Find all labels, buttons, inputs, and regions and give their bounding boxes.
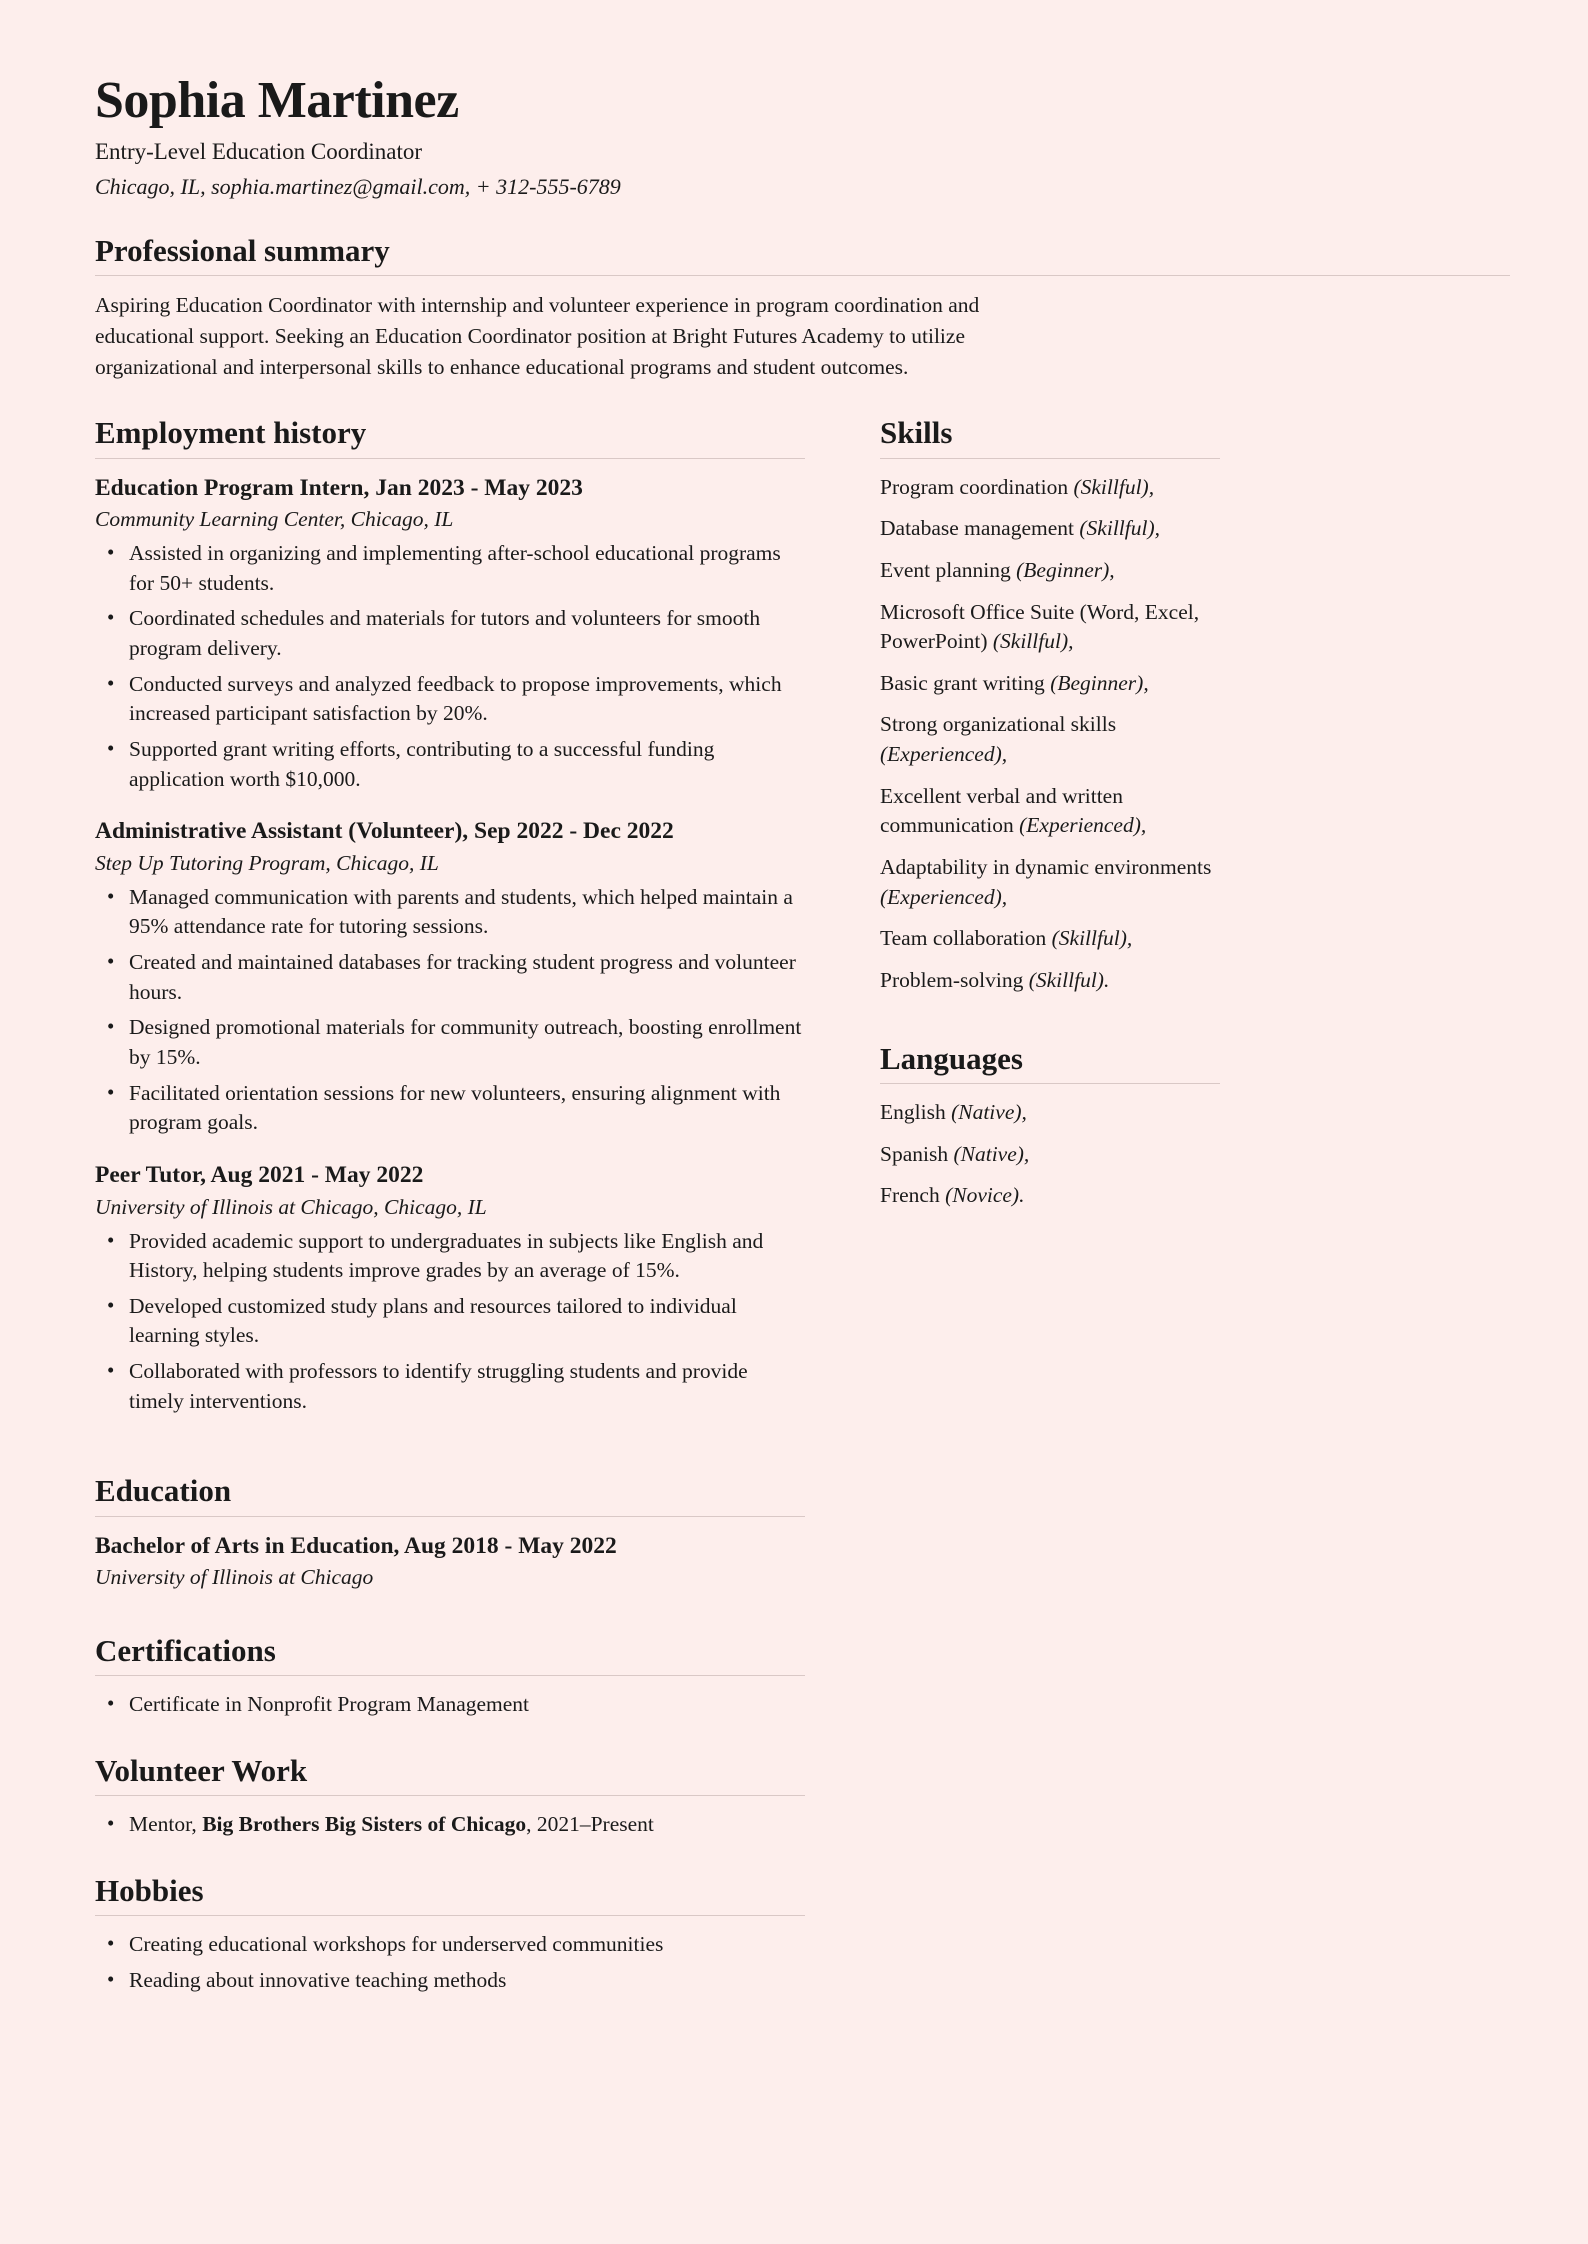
- language-level: (Native),: [953, 1141, 1030, 1166]
- language-item: [880, 1140, 1220, 1170]
- section-heading-education: Education: [95, 1473, 232, 1509]
- section-divider: [95, 1516, 805, 1517]
- skill-item: [880, 853, 1220, 912]
- job-bullet: • Provided academic support to undergraduates in subjects like English and History, helping students improve grades by an average of 15%.: [129, 1227, 805, 1286]
- skill-level: (Beginner),: [1016, 557, 1115, 582]
- spacer: [95, 1726, 805, 1752]
- skill-name: Excellent verbal and written communication: [880, 783, 1123, 838]
- job-bullet: • Created and maintained databases for tracking student progress and volunteer hours.: [129, 948, 805, 1007]
- section-divider: [95, 1675, 805, 1676]
- skill-level: (Beginner),: [1050, 670, 1149, 695]
- spacer: [880, 1008, 1220, 1040]
- skill-item: [880, 473, 1220, 503]
- skill-name: Strong organizational skills: [880, 712, 1117, 737]
- section-heading-hobbies: Hobbies: [95, 1872, 204, 1908]
- section-volunteer-work: [95, 1752, 805, 1840]
- skill-item: [880, 924, 1220, 954]
- skill-name: Database management: [880, 516, 1080, 541]
- spacer: [95, 1438, 805, 1472]
- section-heading-skills: Skills: [880, 415, 953, 451]
- section-divider: [95, 458, 805, 459]
- section-heading-languages: Languages: [880, 1040, 1023, 1076]
- job-title: Administrative Assistant (Volunteer), Sep 2022 - Dec 2022: [95, 818, 674, 845]
- skill-level: (Experienced),: [880, 884, 1008, 909]
- candidate-name: Sophia Martinez: [95, 72, 459, 129]
- section-heading-certifications: Certifications: [95, 1633, 276, 1669]
- skill-item: [880, 966, 1220, 996]
- section-heading-volunteer-work: Volunteer Work: [95, 1752, 308, 1788]
- certification-list: [95, 1690, 805, 1720]
- job-organization: University of Illinois at Chicago, Chicago, IL: [95, 1194, 487, 1219]
- skill-level: (Skillful).: [1028, 968, 1110, 993]
- job-entry: [95, 1160, 805, 1416]
- content-columns: [95, 414, 1510, 2001]
- professional-summary-text: Aspiring Education Coordinator with internship and volunteer experience in program coordination and educational support. Seeking an Education Coordinator position at Bright Futures Academy to utilize organizational and interpersonal skills to enhance educational programs and student outcomes.: [95, 293, 980, 379]
- section-divider: [95, 1915, 805, 1916]
- skill-name: Problem-solving: [880, 968, 1029, 993]
- skill-item: [880, 556, 1220, 586]
- job-bullet: • Collaborated with professors to identify struggling students and provide timely interventions.: [129, 1357, 805, 1416]
- skill-level: (Skillful),: [992, 629, 1074, 654]
- section-education: [95, 1472, 805, 1592]
- language-item: [880, 1098, 1220, 1128]
- skill-item: [880, 710, 1220, 769]
- job-organization: Community Learning Center, Chicago, IL: [95, 507, 454, 532]
- job-bullet: • Supported grant writing efforts, contributing to a successful funding application worth $10,000.: [129, 735, 805, 794]
- education-degree: Bachelor of Arts in Education, Aug 2018 - May 2022: [95, 1532, 617, 1559]
- section-employment-history: [95, 414, 805, 1416]
- section-divider: [880, 1083, 1220, 1084]
- section-divider: [880, 458, 1220, 459]
- volunteer-role: Mentor,: [129, 1812, 203, 1837]
- section-divider: [95, 275, 1510, 276]
- education-school: University of Illinois at Chicago: [95, 1565, 374, 1590]
- skill-item: [880, 669, 1220, 699]
- skill-level: (Skillful),: [1073, 474, 1155, 499]
- hobby-item: • Creating educational workshops for underserved communities: [129, 1930, 805, 1960]
- job-bullet: • Coordinated schedules and materials for tutors and volunteers for smooth program delivery.: [129, 604, 805, 663]
- job-bullet-list: [95, 883, 805, 1138]
- main-column: [95, 414, 835, 2001]
- skill-name: Basic grant writing: [880, 670, 1051, 695]
- resume-header: [95, 72, 1510, 202]
- language-name: English: [880, 1099, 952, 1124]
- spacer: [95, 1598, 805, 1632]
- job-organization: Step Up Tutoring Program, Chicago, IL: [95, 850, 439, 875]
- job-bullet: • Facilitated orientation sessions for new volunteers, ensuring alignment with program goals.: [129, 1079, 805, 1138]
- language-name: French: [880, 1183, 946, 1208]
- job-bullet: • Managed communication with parents and students, which helped maintain a 95% attendance rate for tutoring sessions.: [129, 883, 805, 942]
- job-bullet: • Conducted surveys and analyzed feedback to propose improvements, which increased participant satisfaction by 20%.: [129, 670, 805, 729]
- job-bullet: • Designed promotional materials for community outreach, boosting enrollment by 15%.: [129, 1013, 805, 1072]
- hobby-item: • Reading about innovative teaching methods: [129, 1966, 805, 1996]
- skill-item: [880, 514, 1220, 544]
- skill-item: [880, 598, 1220, 657]
- job-bullet: • Developed customized study plans and resources tailored to individual learning styles.: [129, 1292, 805, 1351]
- certification-item: • Certificate in Nonprofit Program Management: [129, 1690, 805, 1720]
- language-name: Spanish: [880, 1141, 954, 1166]
- job-entry: [95, 816, 805, 1138]
- skill-name: Program coordination: [880, 474, 1074, 499]
- job-title: Peer Tutor, Aug 2021 - May 2022: [95, 1162, 424, 1189]
- skill-level: (Skillful),: [1079, 516, 1160, 541]
- education-entry: [95, 1531, 805, 1592]
- section-certifications: [95, 1632, 805, 1720]
- skill-level: (Experienced),: [1019, 813, 1147, 838]
- skill-name: Adaptability in dynamic environments: [880, 855, 1212, 880]
- candidate-job-title: Entry-Level Education Coordinator: [95, 139, 423, 165]
- skill-level: (Experienced),: [880, 742, 1008, 767]
- language-level: (Novice).: [945, 1183, 1025, 1208]
- job-bullet: • Assisted in organizing and implementing after-school educational programs for 50+ students.: [129, 539, 805, 598]
- language-level: (Native),: [951, 1099, 1027, 1124]
- volunteer-item: [129, 1810, 805, 1840]
- job-bullet-list: [95, 1227, 805, 1417]
- volunteer-organization: Big Brothers Big Sisters of Chicago: [202, 1812, 527, 1837]
- section-heading-employment-history: Employment history: [95, 415, 367, 451]
- section-hobbies: [95, 1872, 805, 1996]
- section-skills: [880, 414, 1220, 995]
- skill-item: [880, 782, 1220, 841]
- volunteer-list: [95, 1810, 805, 1840]
- section-professional-summary: [95, 232, 1510, 382]
- section-heading-professional-summary: Professional summary: [95, 232, 390, 268]
- skill-name: Team collaboration: [880, 926, 1052, 951]
- skill-name: Microsoft Office Suite (Word, Excel, PowerPoint): [880, 599, 1200, 654]
- job-title: Education Program Intern, Jan 2023 - May 2023: [95, 474, 583, 501]
- candidate-contact-line: Chicago, IL, sophia.martinez@gmail.com, + 312-555-6789: [95, 174, 621, 200]
- section-divider: [95, 1795, 805, 1796]
- skill-name: Event planning: [880, 557, 1017, 582]
- sidebar-column: [880, 414, 1220, 1223]
- job-bullet-list: [95, 539, 805, 794]
- skill-level: (Skillful),: [1051, 926, 1133, 951]
- section-languages: [880, 1040, 1220, 1211]
- spacer: [95, 1846, 805, 1872]
- volunteer-dates: , 2021–Present: [526, 1812, 654, 1837]
- hobbies-list: [95, 1930, 805, 1995]
- language-item: [880, 1181, 1220, 1211]
- job-entry: [95, 473, 805, 795]
